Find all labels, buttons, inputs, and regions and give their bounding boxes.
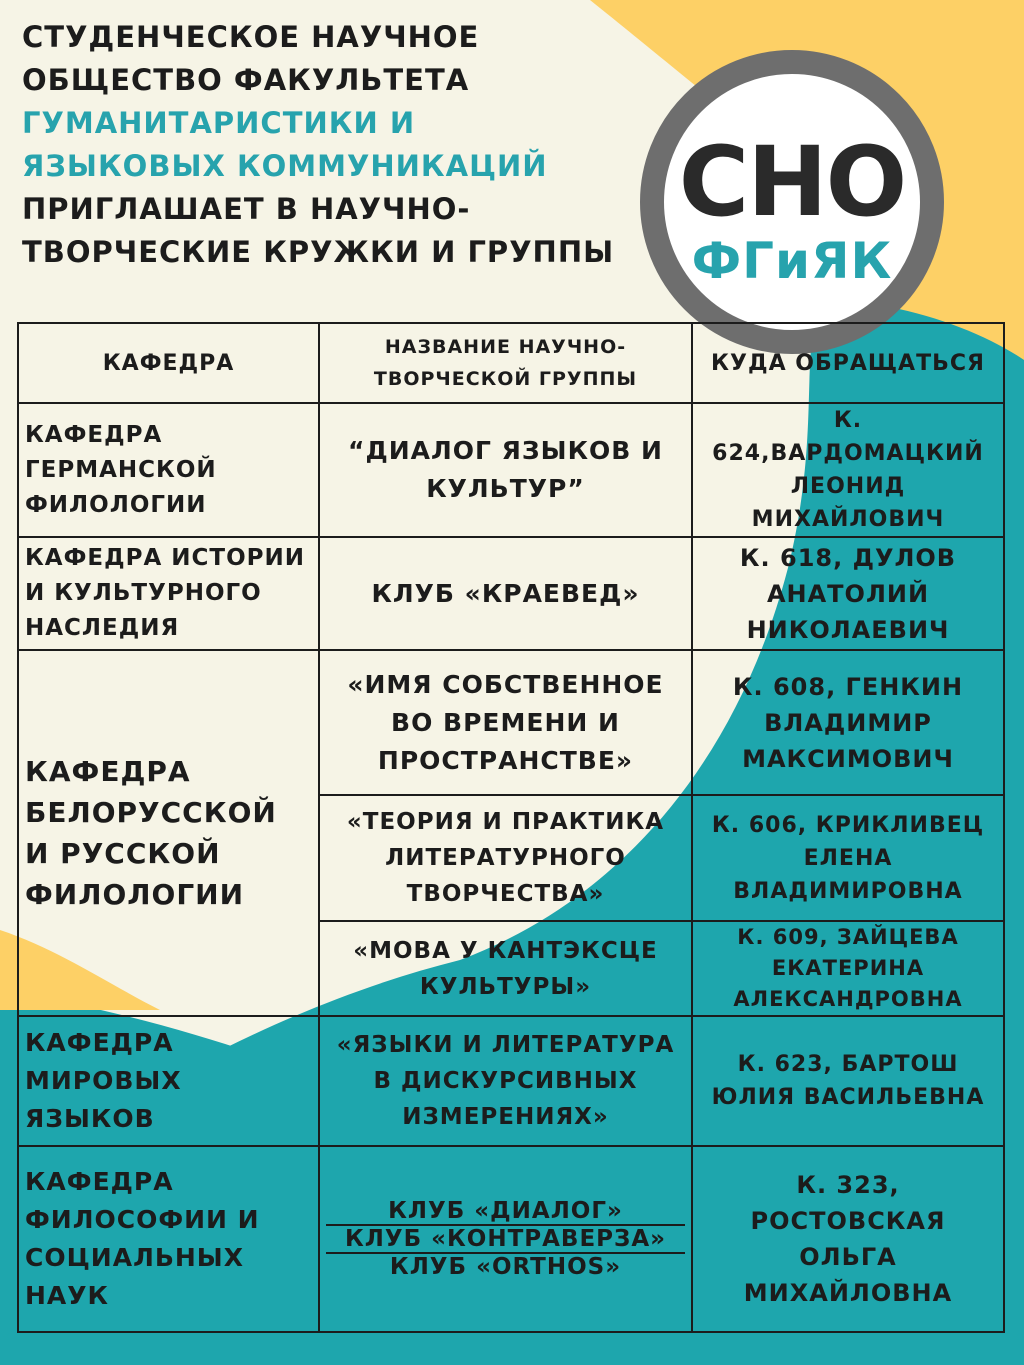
list-item: КЛУБ «ORTHOS» xyxy=(326,1252,685,1280)
list-item: КЛУБ «ДИАЛОГ» xyxy=(388,1198,623,1224)
group-cell: «ТЕОРИЯ И ПРАКТИКА ЛИТЕРАТУРНОГО ТВОРЧЕСТВА» xyxy=(319,795,692,921)
table-row xyxy=(18,650,1004,795)
heading-line-1: СТУДЕНЧЕСКОЕ НАУЧНОЕ ОБЩЕСТВО ФАКУЛЬТЕТА xyxy=(22,20,480,97)
group-cell: «МОВА У КАНТЭКСЦЕ КУЛЬТУРЫ» xyxy=(319,921,692,1016)
dept-cell: КАФЕДРА БЕЛОРУССКОЙ И РУССКОЙ ФИЛОЛОГИИ xyxy=(18,650,319,1016)
list-item: КЛУБ «КОНТРАВЕРЗА» xyxy=(326,1224,685,1252)
group-cell: “ДИАЛОГ ЯЗЫКОВ И КУЛЬТУР” xyxy=(319,403,692,537)
group-cell: «ИМЯ СОБСТВЕННОЕ ВО ВРЕМЕНИ И ПРОСТРАНСТВЕ» xyxy=(319,650,692,795)
header-department: КАФЕДРА xyxy=(18,323,319,403)
dept-cell: КАФЕДРА МИРОВЫХ ЯЗЫКОВ xyxy=(18,1016,319,1146)
contact-cell: К. 623, БАРТОШ ЮЛИЯ ВАСИЛЬЕВНА xyxy=(692,1016,1004,1146)
logo-main-text: СНО xyxy=(678,126,906,238)
table-row xyxy=(18,537,1004,650)
page-heading xyxy=(22,16,622,274)
contact-cell: К. 323, РОСТОВСКАЯ ОЛЬГА МИХАЙЛОВНА xyxy=(692,1146,1004,1332)
group-cell: КЛУБ «КРАЕВЕД» xyxy=(319,537,692,650)
table-row xyxy=(18,1146,1004,1332)
sno-logo xyxy=(636,46,948,358)
heading-highlight: ГУМАНИТАРИСТИКИ И ЯЗЫКОВЫХ КОММУНИКАЦИЙ xyxy=(22,106,548,183)
group-cell: «ЯЗЫКИ И ЛИТЕРАТУРА В ДИСКУРСИВНЫХ ИЗМЕРЕНИЯХ» xyxy=(319,1016,692,1146)
header-contact: КУДА ОБРАЩАТЬСЯ xyxy=(692,323,1004,403)
heading-line-2: ПРИГЛАШАЕТ В НАУЧНО-ТВОРЧЕСКИЕ КРУЖКИ И ГРУППЫ xyxy=(22,192,615,269)
contact-cell: К. 624,ВАРДОМАЦКИЙ ЛЕОНИД МИХАЙЛОВИЧ xyxy=(692,403,1004,537)
clubs-cell xyxy=(319,1146,692,1332)
table-header-row xyxy=(18,323,1004,403)
dept-cell: КАФЕДРА ФИЛОСОФИИ И СОЦИАЛЬНЫХ НАУК xyxy=(18,1146,319,1332)
dept-cell: КАФЕДРА ИСТОРИИ И КУЛЬТУРНОГО НАСЛЕДИЯ xyxy=(18,537,319,650)
groups-table xyxy=(17,322,1005,1333)
table-row xyxy=(18,1016,1004,1146)
table-row xyxy=(18,403,1004,537)
contact-cell: К. 609, ЗАЙЦЕВА ЕКАТЕРИНА АЛЕКСАНДРОВНА xyxy=(692,921,1004,1016)
header-group-name: НАЗВАНИЕ НАУЧНО-ТВОРЧЕСКОЙ ГРУППЫ xyxy=(319,323,692,403)
contact-cell: К. 608, ГЕНКИН ВЛАДИМИР МАКСИМОВИЧ xyxy=(692,650,1004,795)
logo-sub-text: ФГиЯК xyxy=(691,232,893,290)
clubs-list xyxy=(326,1198,685,1280)
contact-cell: К. 606, КРИКЛИВЕЦ ЕЛЕНА ВЛАДИМИРОВНА xyxy=(692,795,1004,921)
dept-cell: КАФЕДРА ГЕРМАНСКОЙ ФИЛОЛОГИИ xyxy=(18,403,319,537)
contact-cell: К. 618, ДУЛОВ АНАТОЛИЙ НИКОЛАЕВИЧ xyxy=(692,537,1004,650)
